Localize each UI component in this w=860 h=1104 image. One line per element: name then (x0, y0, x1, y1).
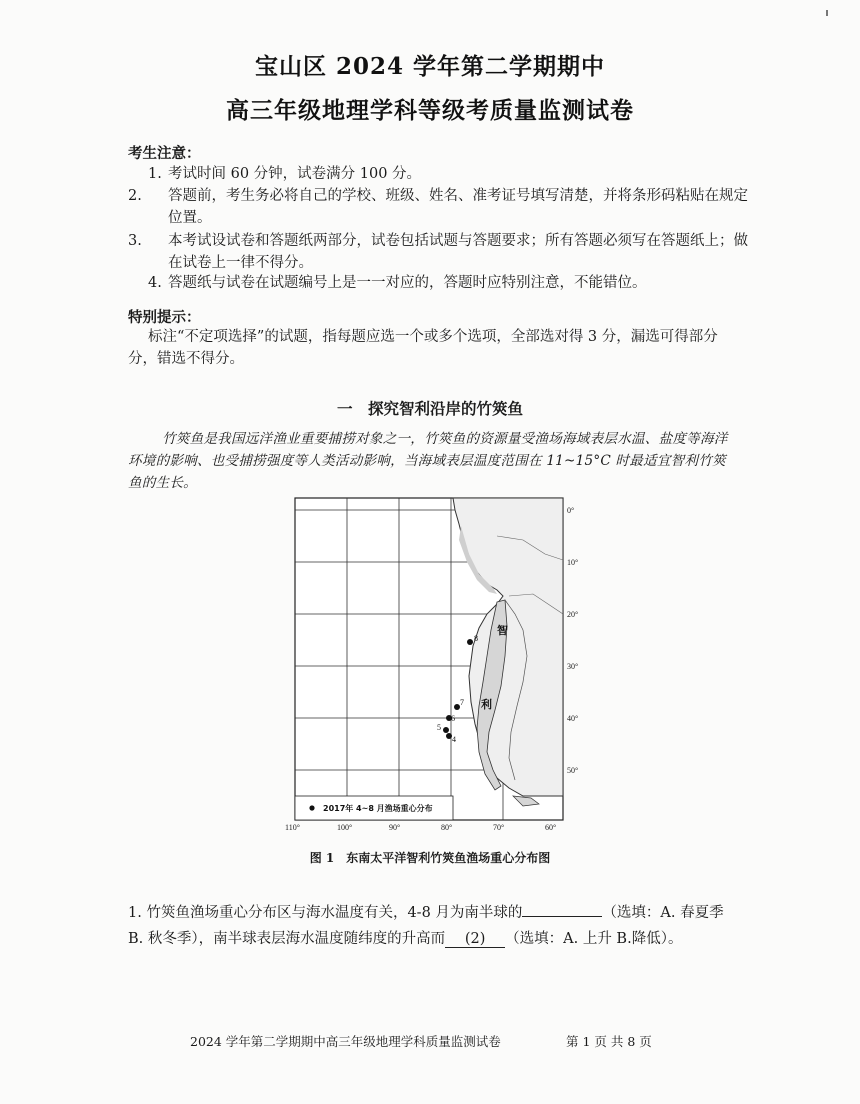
exam-title-line1: 宝山区 2024 学年第二学期期中 (254, 53, 606, 80)
question-1 (128, 900, 728, 952)
lat-label: 0° (567, 506, 575, 515)
notice-item-number: 2. (128, 188, 142, 204)
country-label-zhi: 智 (497, 624, 508, 637)
country-label-li: 利 (481, 698, 492, 711)
map-caption: 图 1 东南太平洋智利竹筴鱼渔场重心分布图 (309, 851, 551, 865)
lat-label: 10° (567, 558, 579, 567)
fishing-ground-map (283, 496, 588, 836)
notice-item-4 (148, 272, 728, 294)
fishing-point (467, 639, 473, 645)
notice-item-text: 本考试设试卷和答题纸两部分，试卷包括试题与答题要求；所有答题必须写在答题纸上；做在试卷上一律不得分。 (168, 233, 748, 271)
special-hint-heading: 特别提示： (128, 309, 201, 326)
notice-item-3 (128, 230, 748, 274)
question-1-text-part3: （选填：A. 上升 B.降低）。 (505, 931, 683, 947)
point-label-4: 4 (452, 735, 456, 744)
special-hint-text: 标注“不定项选择”的试题，指每题应选一个或多个选项，全部选对得 3 分，漏选可得部分分，错选不得分。 (128, 329, 718, 367)
notice-item-1 (148, 163, 728, 185)
footer-exam-name: 2024 学年第二学期期中高三年级地理学科质量监测试卷 (190, 1034, 501, 1049)
section-title: 一 探究智利沿岸的竹筴鱼 (336, 399, 523, 418)
exam-title-line2: 高三年级地理学科等级考质量监测试卷 (226, 97, 634, 124)
lon-label: 60° (545, 823, 557, 832)
footer-page-number: 第 1 页 共 8 页 (566, 1034, 652, 1049)
notice-item-number: 1. (148, 166, 162, 182)
question-1-text-part1: 1. 竹筴鱼渔场重心分布区与海水温度有关，4-8 月为南半球的 (128, 905, 523, 921)
lon-label: 90° (389, 823, 401, 832)
lat-label: 50° (567, 766, 579, 775)
section-intro: 竹筴鱼是我国远洋渔业重要捕捞对象之一，竹筴鱼的资源量受渔场海域表层水温、盐度等海洋环境的影响、也受捕捞强度等人类活动影响，当海域表层温度范围在 11~15°C 时最适宜智利竹筴鱼的生长。 (128, 431, 728, 491)
lon-label: 70° (493, 823, 505, 832)
lon-label: 80° (441, 823, 453, 832)
answer-blank-2: (2) (445, 931, 505, 948)
notice-heading: 考生注意： (128, 145, 201, 162)
legend-text: 2017年 4~8 月渔场重心分布 (323, 804, 433, 813)
question-1-text-part2: （选填：A. 春夏季 B. 秋冬季），南半球表层海水温度随纬度的升高而 (128, 905, 724, 947)
notice-item-2 (128, 185, 748, 229)
notice-item-number: 3. (128, 233, 142, 249)
point-label-7: 7 (460, 698, 464, 707)
notice-item-text: 答题前，考生务必将自己的学校、班级、姓名、准考证号填写清楚，并将条形码粘贴在规定位置。 (168, 188, 748, 226)
point-label-8: 8 (474, 634, 478, 643)
lon-label: 100° (337, 823, 353, 832)
lat-label: 20° (567, 610, 579, 619)
answer-blank-1 (522, 916, 602, 917)
scan-speck (826, 10, 828, 16)
lon-label: 110° (285, 823, 300, 832)
lat-label: 30° (567, 662, 579, 671)
point-label-6: 6 (451, 714, 455, 723)
lat-label: 40° (567, 714, 579, 723)
fishing-point (443, 727, 449, 733)
notice-item-number: 4. (148, 275, 162, 291)
legend-point-symbol (309, 805, 314, 810)
point-label-5: 5 (437, 723, 441, 732)
notice-item-text: 答题纸与试卷在试题编号上是一一对应的，答题时应特别注意，不能错位。 (168, 275, 647, 291)
notice-item-text: 考试时间 60 分钟，试卷满分 100 分。 (168, 166, 422, 182)
